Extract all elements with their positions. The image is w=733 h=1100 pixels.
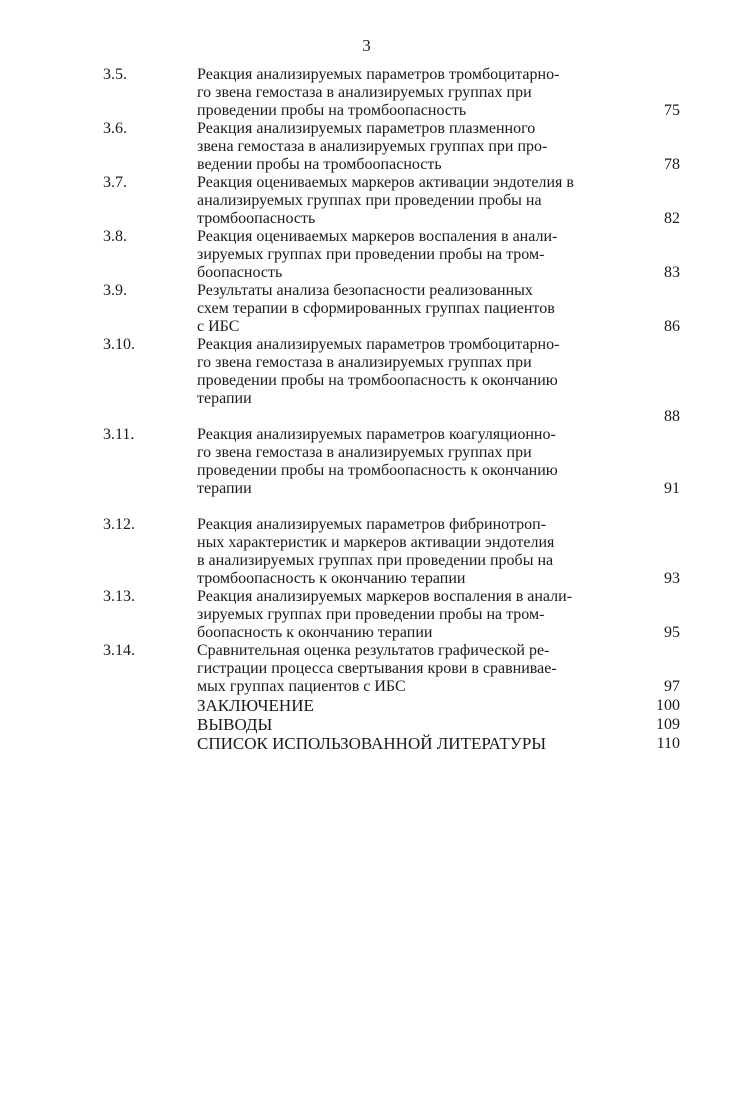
page-ref: 109 <box>656 716 680 733</box>
section-number: 3.7. <box>103 174 127 191</box>
section-number: 3.12. <box>103 516 135 533</box>
page-ref: 91 <box>664 480 680 497</box>
toc-entry-conclusion[interactable] <box>0 696 733 715</box>
title-line: ведении пробы на тромбоопасность <box>197 156 442 173</box>
title-line: го звена гемостаза в анализируемых группах при <box>197 84 532 101</box>
title-line: Реакция оцениваемых маркеров воспаления в анали- <box>197 228 558 245</box>
page-ref: 88 <box>664 408 680 425</box>
toc-entry-3-7[interactable] <box>0 174 733 228</box>
section-number: 3.5. <box>103 66 127 83</box>
section-title <box>197 588 595 642</box>
title-line: Реакция оцениваемых маркеров активации эндотелия в <box>197 174 574 191</box>
title-line: звена гемостаза в анализируемых группах при про- <box>197 138 548 155</box>
title-line: с ИБС <box>197 318 240 335</box>
section-title: ЗАКЛЮЧЕНИЕ <box>197 696 314 715</box>
toc-entry-3-8[interactable] <box>0 228 733 282</box>
title-line: анализируемых группах при проведении пробы на <box>197 192 542 209</box>
title-line: Реакция анализируемых параметров тромбоцитарно- <box>197 66 560 83</box>
title-line: проведении пробы на тромбоопасность <box>197 102 467 119</box>
page-ref: 97 <box>664 678 680 695</box>
toc-entry-references[interactable] <box>0 734 733 753</box>
section-title <box>197 120 595 174</box>
title-line: проведении пробы на тромбоопасность к окончанию <box>197 372 558 389</box>
section-number: 3.6. <box>103 120 127 137</box>
section-title <box>197 642 595 696</box>
title-line: Реакция анализируемых параметров коагуляционно- <box>197 426 556 443</box>
page-ref: 110 <box>656 735 680 752</box>
page-ref: 100 <box>656 697 680 714</box>
title-line: зируемых группах при проведении пробы на тром- <box>197 606 545 623</box>
title-line: терапии <box>197 390 252 407</box>
title-line: Реакция анализируемых параметров фибринотроп- <box>197 516 547 533</box>
section-number: 3.8. <box>103 228 127 245</box>
section-title: СПИСОК ИСПОЛЬЗОВАННОЙ ЛИТЕРАТУРЫ <box>197 734 547 753</box>
title-line: в анализируемых группах при проведении пробы на <box>197 552 554 569</box>
section-title <box>197 426 595 516</box>
section-number: 3.13. <box>103 588 135 605</box>
title-line: гистрации процесса свертывания крови в сравнивае- <box>197 660 557 677</box>
title-line: го звена гемостаза в анализируемых группах при <box>197 444 532 461</box>
section-title <box>197 336 595 426</box>
section-title <box>197 174 595 228</box>
section-title <box>197 66 595 120</box>
page-ref: 82 <box>664 210 680 227</box>
table-of-contents <box>0 66 733 753</box>
title-line: Реакция анализируемых маркеров воспаления в анали- <box>197 588 573 605</box>
title-line: Сравнительная оценка результатов графической ре- <box>197 642 550 659</box>
page-number: 3 <box>362 36 371 55</box>
toc-entry-findings[interactable] <box>0 715 733 734</box>
title-line: Реакция анализируемых параметров плазменного <box>197 120 536 137</box>
section-title <box>197 516 595 588</box>
title-line: мых группах пациентов с ИБС <box>197 678 406 695</box>
section-title: ВЫВОДЫ <box>197 715 273 734</box>
title-line: Реакция анализируемых параметров тромбоцитарно- <box>197 336 560 353</box>
title-line: ных характеристик и маркеров активации эндотелия <box>197 534 555 551</box>
page-ref: 86 <box>664 318 680 335</box>
toc-entry-3-6[interactable] <box>0 120 733 174</box>
toc-entry-3-14[interactable] <box>0 642 733 696</box>
title-line: боопасность <box>197 264 283 281</box>
title-line: проведении пробы на тромбоопасность к окончанию <box>197 462 558 479</box>
page-ref: 75 <box>664 102 680 119</box>
page-ref: 78 <box>664 156 680 173</box>
toc-entry-3-9[interactable] <box>0 282 733 336</box>
section-number: 3.14. <box>103 642 135 659</box>
title-line: Результаты анализа безопасности реализованных <box>197 282 533 299</box>
toc-entry-3-13[interactable] <box>0 588 733 642</box>
toc-entry-3-10[interactable] <box>0 336 733 426</box>
title-line: терапии <box>197 480 252 497</box>
section-number: 3.10. <box>103 336 135 353</box>
title-line: схем терапии в сформированных группах пациентов <box>197 300 555 317</box>
toc-entry-3-11[interactable] <box>0 426 733 516</box>
page-ref: 83 <box>664 264 680 281</box>
title-line: зируемых группах при проведении пробы на тром- <box>197 246 545 263</box>
section-title <box>197 228 595 282</box>
page-ref: 93 <box>664 570 680 587</box>
title-line: го звена гемостаза в анализируемых группах при <box>197 354 532 371</box>
toc-entry-3-12[interactable] <box>0 516 733 588</box>
toc-entry-3-5[interactable] <box>0 66 733 120</box>
section-number: 3.11. <box>103 426 135 443</box>
title-line: боопасность к окончанию терапии <box>197 624 433 641</box>
section-number: 3.9. <box>103 282 127 299</box>
section-title <box>197 282 595 336</box>
page-ref: 95 <box>664 624 680 641</box>
title-line: тромбоопасность к окончанию терапии <box>197 570 466 587</box>
title-line: тромбоопасность <box>197 210 316 227</box>
